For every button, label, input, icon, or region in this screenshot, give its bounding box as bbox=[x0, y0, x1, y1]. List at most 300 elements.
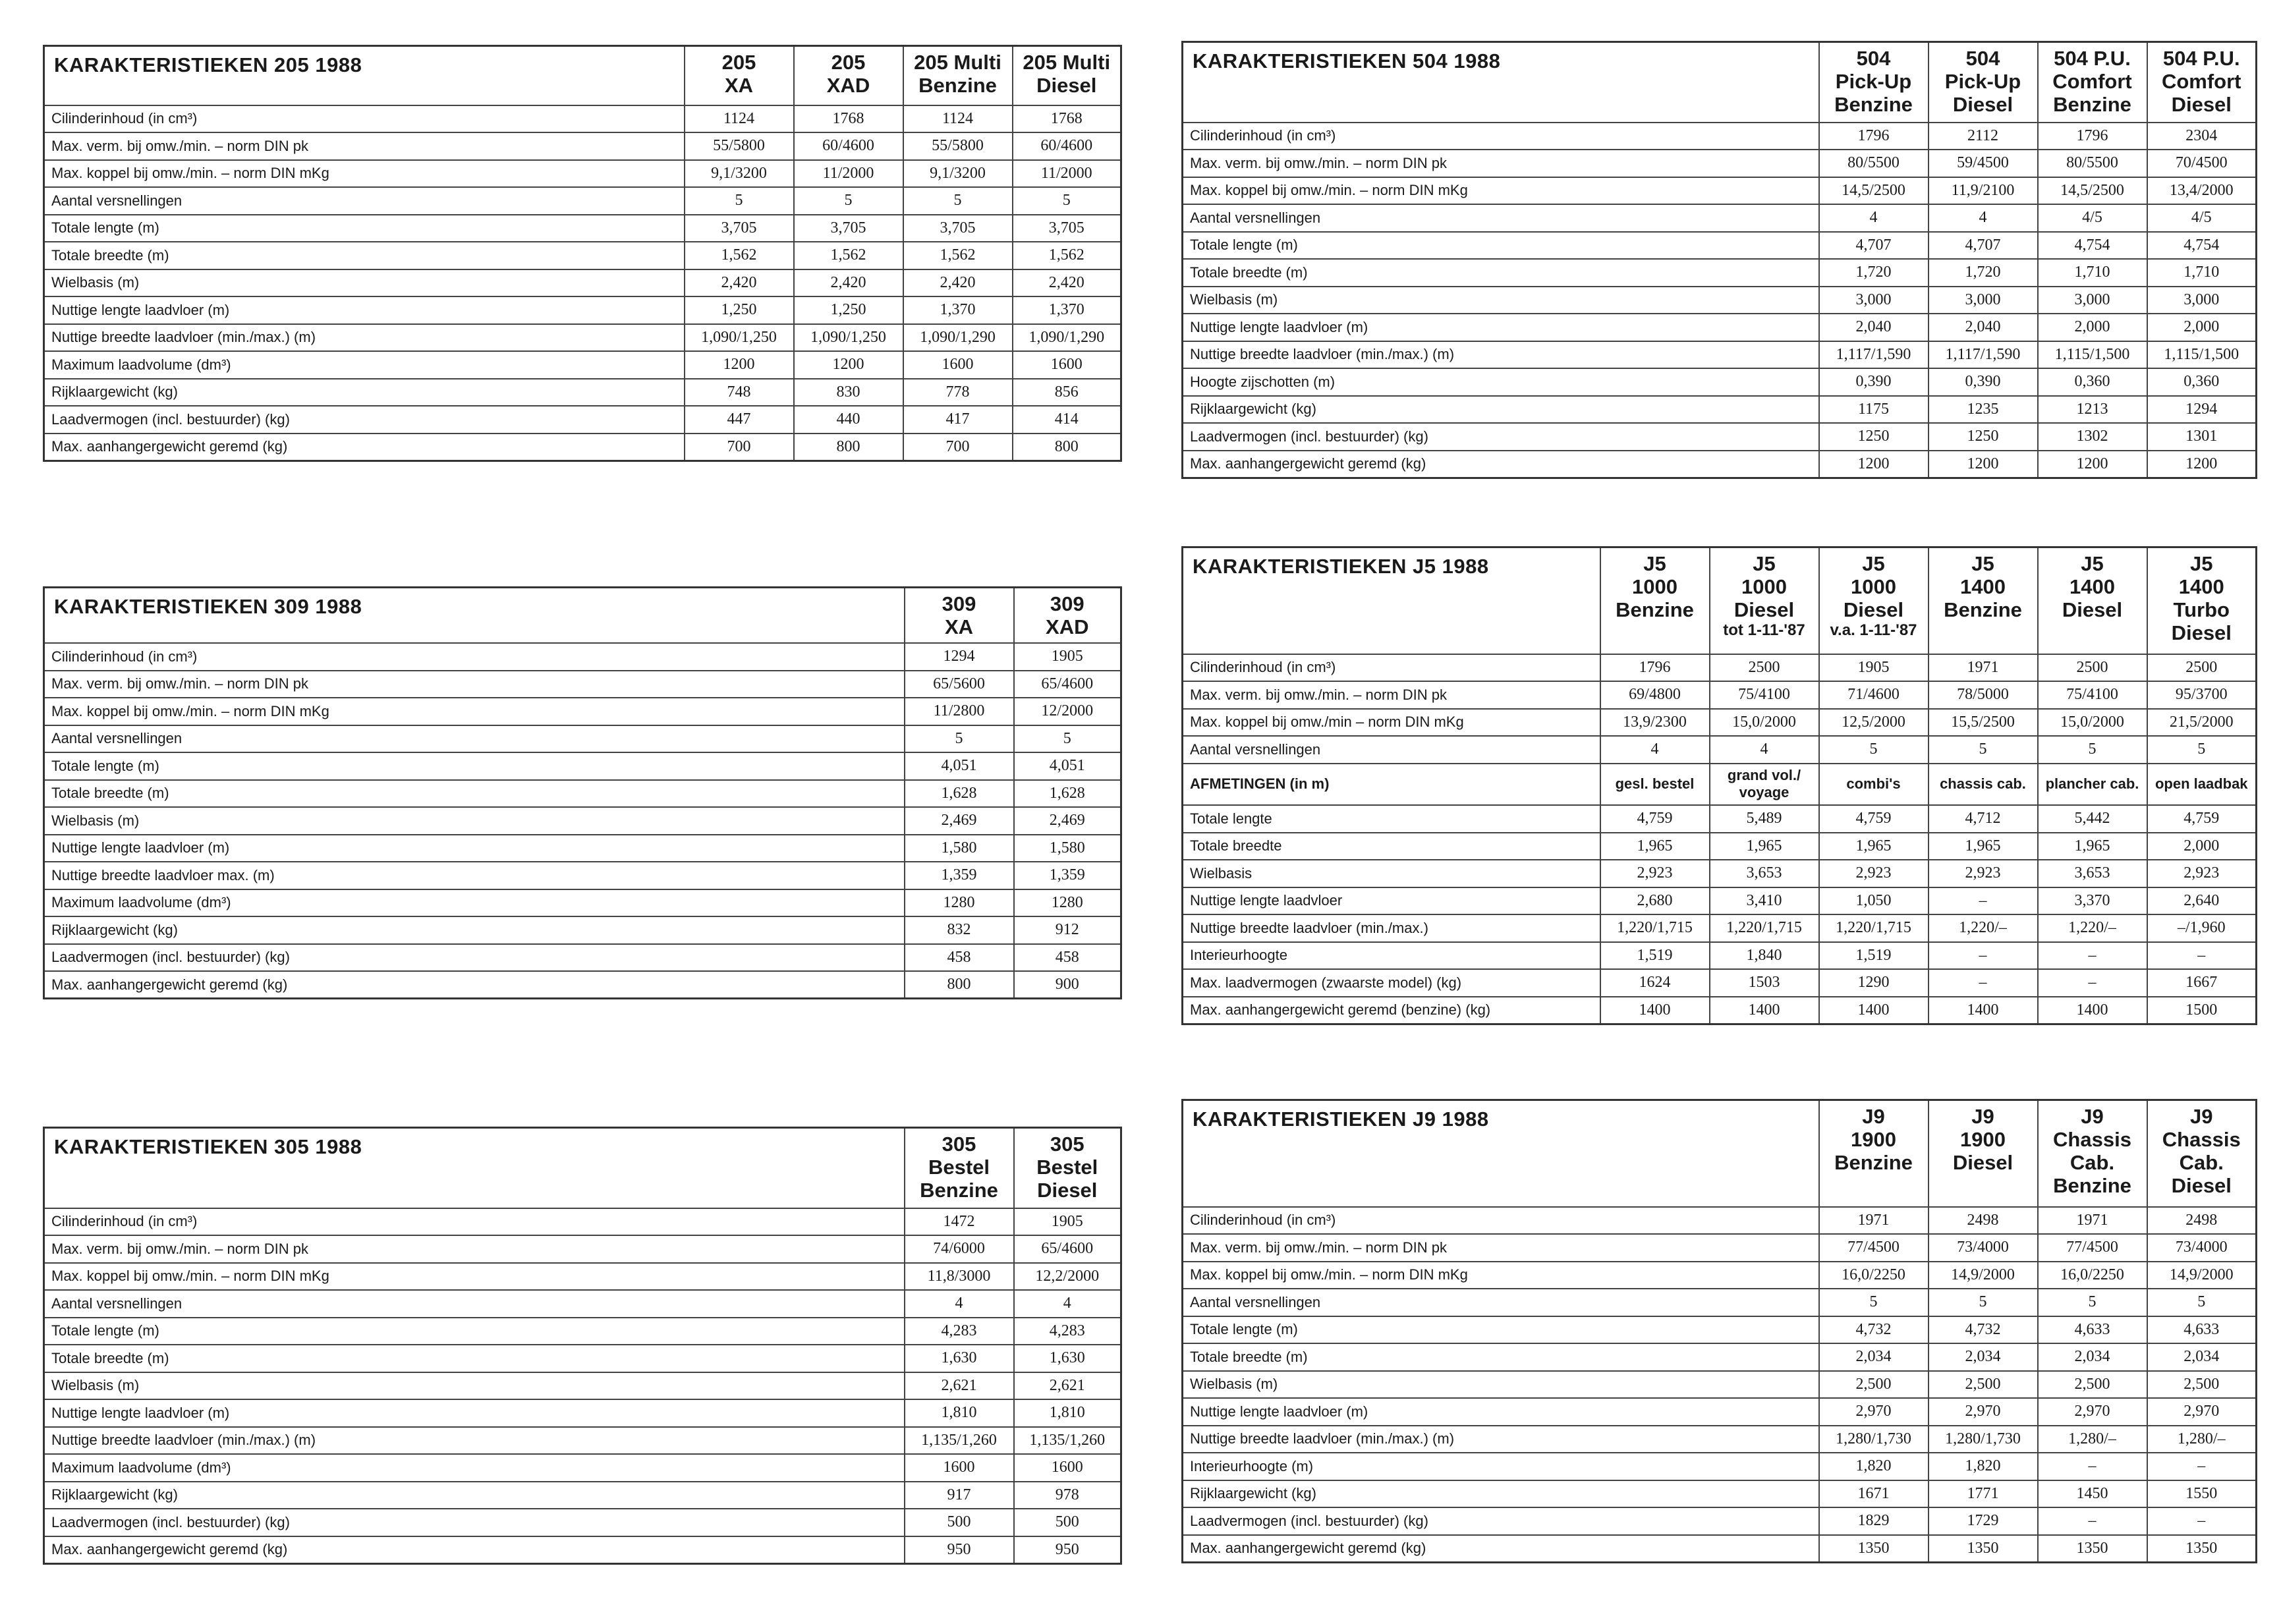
header-row bbox=[1183, 1100, 2257, 1207]
row-label: Rijklaargewicht (kg) bbox=[44, 379, 685, 406]
table-row bbox=[44, 1372, 1121, 1400]
cell-value: 1,250 bbox=[794, 296, 903, 324]
cell-value: 1,965 bbox=[1819, 833, 1929, 860]
cell-value: 1,630 bbox=[905, 1345, 1014, 1372]
cell-value: 1829 bbox=[1819, 1507, 1929, 1535]
cell-value: 12,2/2000 bbox=[1014, 1263, 1121, 1291]
row-label: Aantal versnellingen bbox=[44, 1290, 905, 1318]
cell-value: 1,562 bbox=[1013, 242, 1121, 269]
cell-value: 1350 bbox=[2038, 1535, 2147, 1563]
cell-value: 1350 bbox=[1819, 1535, 1929, 1563]
column-header bbox=[2147, 547, 2257, 654]
column-header-line: Diesel bbox=[1733, 598, 1795, 621]
cell-value: 1250 bbox=[1929, 423, 2038, 451]
table-row bbox=[1183, 1371, 2257, 1399]
cell-value: 1971 bbox=[1929, 654, 2038, 682]
cell-value: 1,370 bbox=[903, 296, 1013, 324]
column-header bbox=[1014, 588, 1121, 644]
cell-value: 1472 bbox=[905, 1208, 1014, 1236]
row-label: Cilinderinhoud (in cm³) bbox=[1183, 654, 1600, 682]
table-row bbox=[44, 351, 1121, 379]
cell-value: 1,720 bbox=[1819, 259, 1929, 287]
cell-value: 950 bbox=[1014, 1536, 1121, 1564]
row-label: Max. aanhangergewicht geremd (kg) bbox=[44, 971, 905, 999]
cell-value: 1,810 bbox=[905, 1399, 1014, 1427]
table-title: KARAKTERISTIEKEN 305 1988 bbox=[44, 1128, 905, 1208]
cell-value: 1,562 bbox=[794, 242, 903, 269]
column-header-line: Cab. bbox=[2070, 1151, 2115, 1174]
cell-value: 5 bbox=[794, 187, 903, 215]
column-header-line: Benzine bbox=[2053, 1174, 2131, 1197]
spec-table-305 bbox=[43, 1127, 1122, 1565]
column-header-line: 1000 bbox=[1632, 575, 1677, 598]
cell-value: 2,970 bbox=[1819, 1398, 1929, 1426]
cell-value: 1,580 bbox=[1014, 835, 1121, 862]
column-header bbox=[2038, 547, 2147, 654]
column-header-line: 305 bbox=[1050, 1133, 1084, 1156]
table-row bbox=[1183, 368, 2257, 396]
cell-value: 700 bbox=[903, 434, 1013, 461]
column-header-line: 504 bbox=[1856, 47, 1891, 70]
cell-value: 1905 bbox=[1014, 643, 1121, 671]
cell-value: 800 bbox=[794, 434, 903, 461]
cell-value: 2,621 bbox=[1014, 1372, 1121, 1400]
cell-value: 9,1/3200 bbox=[685, 160, 794, 188]
cell-value: 1,810 bbox=[1014, 1399, 1121, 1427]
row-label: Rijklaargewicht (kg) bbox=[44, 1482, 905, 1509]
cell-value: 417 bbox=[903, 406, 1013, 434]
column-header bbox=[903, 46, 1013, 105]
cell-value: 3,705 bbox=[903, 215, 1013, 242]
table-row bbox=[1183, 123, 2257, 150]
row-label: Totale lengte (m) bbox=[44, 1318, 905, 1345]
table-row bbox=[44, 671, 1121, 698]
cell-value: 1294 bbox=[905, 643, 1014, 671]
column-header bbox=[1014, 1128, 1121, 1208]
cell-value: 1,820 bbox=[1819, 1453, 1929, 1480]
table-row bbox=[44, 780, 1121, 808]
table-row bbox=[44, 1536, 1121, 1564]
cell-value: 800 bbox=[1013, 434, 1121, 461]
cell-value: 2304 bbox=[2147, 123, 2257, 150]
column-header-line: Chassis bbox=[2053, 1128, 2131, 1151]
cell-value: 2,970 bbox=[2038, 1398, 2147, 1426]
table-row bbox=[44, 105, 1121, 133]
table-row bbox=[1183, 709, 2257, 737]
table-row bbox=[44, 269, 1121, 297]
cell-value: 2,000 bbox=[2147, 314, 2257, 341]
cell-value: 5 bbox=[2038, 1289, 2147, 1316]
cell-value: 1,820 bbox=[1929, 1453, 2038, 1480]
header-row bbox=[44, 46, 1121, 105]
row-label: Totale lengte (m) bbox=[44, 215, 685, 242]
cell-value: 1600 bbox=[903, 351, 1013, 379]
cell-value: 1,280/– bbox=[2147, 1426, 2257, 1453]
cell-value: 1905 bbox=[1819, 654, 1929, 682]
cell-value: 2,500 bbox=[2147, 1371, 2257, 1399]
cell-value: 0,390 bbox=[1819, 368, 1929, 396]
column-header-line: Benzine bbox=[1616, 598, 1694, 621]
cell-value: 11/2000 bbox=[1013, 160, 1121, 188]
cell-value: – bbox=[2147, 1453, 2257, 1480]
cell-value: 2,000 bbox=[2147, 833, 2257, 860]
column-header-line: XAD bbox=[826, 74, 870, 97]
column-header-line: Benzine bbox=[920, 1179, 998, 1202]
cell-value: 1,710 bbox=[2038, 259, 2147, 287]
cell-value: 1729 bbox=[1929, 1507, 2038, 1535]
cell-value: 458 bbox=[1014, 944, 1121, 972]
cell-value: 1200 bbox=[794, 351, 903, 379]
table-row bbox=[44, 132, 1121, 160]
cell-value: 5 bbox=[1929, 736, 2038, 764]
row-label: Totale breedte (m) bbox=[1183, 1343, 1819, 1371]
table-row bbox=[44, 835, 1121, 862]
cell-value: 1,630 bbox=[1014, 1345, 1121, 1372]
cell-value: 414 bbox=[1013, 406, 1121, 434]
column-header-line: Diesel bbox=[2062, 598, 2123, 621]
cell-value: 4,283 bbox=[905, 1318, 1014, 1345]
column-header-line: Comfort bbox=[2161, 70, 2241, 93]
cell-value: 2,970 bbox=[1929, 1398, 2038, 1426]
row-label: Aantal versnellingen bbox=[1183, 1289, 1819, 1316]
row-label: Wielbasis (m) bbox=[44, 807, 905, 835]
row-label: Wielbasis (m) bbox=[1183, 287, 1819, 314]
cell-value: 1175 bbox=[1819, 396, 1929, 424]
row-label: Max. verm. bij omw./min. – norm DIN pk bbox=[1183, 150, 1819, 177]
table-row bbox=[44, 324, 1121, 352]
table-row bbox=[1183, 860, 2257, 887]
cell-value: 856 bbox=[1013, 379, 1121, 406]
cell-value: 5 bbox=[1014, 725, 1121, 753]
row-label: Max. verm. bij omw./min. – norm DIN pk bbox=[44, 1235, 905, 1263]
table-row bbox=[1183, 1453, 2257, 1480]
cell-value: – bbox=[1929, 942, 2038, 970]
cell-value: 1,359 bbox=[1014, 862, 1121, 889]
cell-value: 15,0/2000 bbox=[2038, 709, 2147, 737]
cell-value: 1302 bbox=[2038, 423, 2147, 451]
cell-value: 1,370 bbox=[1013, 296, 1121, 324]
cell-value: 2,970 bbox=[2147, 1398, 2257, 1426]
column-header-line: 1000 bbox=[1851, 575, 1896, 598]
cell-value: 0,390 bbox=[1929, 368, 2038, 396]
table-row bbox=[1183, 681, 2257, 709]
cell-value: 5 bbox=[905, 725, 1014, 753]
cell-value: 1,250 bbox=[685, 296, 794, 324]
cell-value: 14,5/2500 bbox=[2038, 177, 2147, 205]
cell-value: 778 bbox=[903, 379, 1013, 406]
row-label: Max. laadvermogen (zwaarste model) (kg) bbox=[1183, 969, 1600, 997]
cell-value: 4,712 bbox=[1929, 805, 2038, 833]
row-label: Nuttige lengte laadvloer (m) bbox=[1183, 1398, 1819, 1426]
table-row bbox=[1183, 997, 2257, 1024]
cell-value: 55/5800 bbox=[903, 132, 1013, 160]
cell-value: 4 bbox=[1600, 736, 1710, 764]
row-label: Cilinderinhoud (in cm³) bbox=[1183, 123, 1819, 150]
cell-value: 3,410 bbox=[1710, 887, 1819, 915]
cell-value: –/1,960 bbox=[2147, 914, 2257, 942]
cell-value: 1301 bbox=[2147, 423, 2257, 451]
table-row bbox=[1183, 1234, 2257, 1262]
cell-value: 2498 bbox=[1929, 1207, 2038, 1235]
row-label: Totale breedte (m) bbox=[44, 242, 685, 269]
column-header-line: 309 bbox=[942, 592, 976, 615]
cell-value: 3,000 bbox=[1929, 287, 2038, 314]
cell-value: 458 bbox=[905, 944, 1014, 972]
cell-value: 1,220/– bbox=[1929, 914, 2038, 942]
cell-value: 1,050 bbox=[1819, 887, 1929, 915]
row-label: Nuttige lengte laadvloer bbox=[1183, 887, 1600, 915]
cell-value: 73/4000 bbox=[2147, 1234, 2257, 1262]
row-label: Nuttige breedte laadvloer (min./max.) (m) bbox=[44, 324, 685, 352]
cell-value: chassis cab. bbox=[1929, 764, 2038, 806]
cell-value: 4 bbox=[905, 1290, 1014, 1318]
column-header-line: 1900 bbox=[1851, 1128, 1896, 1151]
table-row bbox=[1183, 887, 2257, 915]
table-row bbox=[1183, 1426, 2257, 1453]
column-header-line: Turbo bbox=[2173, 598, 2230, 621]
cell-value: 1,280/1,730 bbox=[1929, 1426, 2038, 1453]
cell-value: 1,720 bbox=[1929, 259, 2038, 287]
table-row bbox=[44, 296, 1121, 324]
column-header-line: J9 bbox=[2081, 1105, 2104, 1128]
cell-value: 4 bbox=[1710, 736, 1819, 764]
cell-value: 1,090/1,290 bbox=[1013, 324, 1121, 352]
cell-value: 4,754 bbox=[2038, 232, 2147, 260]
cell-value: 950 bbox=[905, 1536, 1014, 1564]
cell-value: 978 bbox=[1014, 1482, 1121, 1509]
column-header bbox=[1929, 1100, 2038, 1207]
column-header-line: 205 bbox=[721, 51, 756, 74]
table-row bbox=[1183, 833, 2257, 860]
cell-value: 2,469 bbox=[1014, 807, 1121, 835]
header-row bbox=[44, 1128, 1121, 1208]
cell-value: 5 bbox=[903, 187, 1013, 215]
column-header-line: 504 bbox=[1965, 47, 2000, 70]
row-label: Max. verm. bij omw./min. – norm DIN pk bbox=[44, 132, 685, 160]
cell-value: 447 bbox=[685, 406, 794, 434]
cell-value: 2500 bbox=[2038, 654, 2147, 682]
cell-value: 2,923 bbox=[1929, 860, 2038, 887]
cell-value: 1,090/1,250 bbox=[794, 324, 903, 352]
cell-value: 2,034 bbox=[1819, 1343, 1929, 1371]
table-title: KARAKTERISTIEKEN J5 1988 bbox=[1183, 547, 1600, 654]
cell-value: 1,519 bbox=[1600, 942, 1710, 970]
cell-value: gesl. bestel bbox=[1600, 764, 1710, 806]
cell-value: 832 bbox=[905, 916, 1014, 944]
row-label: Nuttige breedte laadvloer (min./max.) (m) bbox=[1183, 341, 1819, 369]
cell-value: 15,0/2000 bbox=[1710, 709, 1819, 737]
cell-value: 3,653 bbox=[2038, 860, 2147, 887]
table-row bbox=[44, 889, 1121, 917]
table-row bbox=[44, 698, 1121, 725]
cell-value: 1,628 bbox=[1014, 780, 1121, 808]
cell-value: 3,705 bbox=[1013, 215, 1121, 242]
table-row bbox=[44, 187, 1121, 215]
row-label: Nuttige lengte laadvloer (m) bbox=[44, 1399, 905, 1427]
column-header-line: Benzine bbox=[1834, 1151, 1913, 1174]
cell-value: 440 bbox=[794, 406, 903, 434]
column-header-line: 205 bbox=[831, 51, 866, 74]
cell-value: 16,0/2250 bbox=[1819, 1262, 1929, 1289]
row-label: Laadvermogen (incl. bestuurder) (kg) bbox=[44, 406, 685, 434]
cell-value: 15,5/2500 bbox=[1929, 709, 2038, 737]
column-header bbox=[905, 588, 1014, 644]
cell-value: 4 bbox=[1819, 204, 1929, 232]
cell-value: – bbox=[2038, 942, 2147, 970]
cell-value: 1400 bbox=[1929, 997, 2038, 1024]
spec-table-j9 bbox=[1181, 1099, 2257, 1563]
cell-value: 1400 bbox=[1819, 997, 1929, 1024]
cell-value: 1796 bbox=[1819, 123, 1929, 150]
cell-value: 1450 bbox=[2038, 1480, 2147, 1508]
cell-value: plancher cab. bbox=[2038, 764, 2147, 806]
cell-value: 2112 bbox=[1929, 123, 2038, 150]
column-header bbox=[1013, 46, 1121, 105]
row-label: Max. aanhangergewicht geremd (kg) bbox=[44, 434, 685, 461]
cell-value: 2500 bbox=[1710, 654, 1819, 682]
cell-value: 70/4500 bbox=[2147, 150, 2257, 177]
row-label: Totale breedte bbox=[1183, 833, 1600, 860]
cell-value: 2500 bbox=[2147, 654, 2257, 682]
cell-value: 1796 bbox=[1600, 654, 1710, 682]
table-row bbox=[1183, 805, 2257, 833]
column-header-line: 205 Multi bbox=[914, 51, 1001, 74]
table-row bbox=[44, 1290, 1121, 1318]
row-label: Max. aanhangergewicht geremd (benzine) (kg) bbox=[1183, 997, 1600, 1024]
table-row bbox=[44, 242, 1121, 269]
cell-value: 5,442 bbox=[2038, 805, 2147, 833]
table-title: KARAKTERISTIEKEN 309 1988 bbox=[44, 588, 905, 644]
cell-value: 77/4500 bbox=[1819, 1234, 1929, 1262]
column-header-line: XA bbox=[724, 74, 754, 97]
cell-value: 1,628 bbox=[905, 780, 1014, 808]
row-label: Aantal versnellingen bbox=[1183, 736, 1600, 764]
column-header-line: Diesel bbox=[2171, 1174, 2232, 1197]
cell-value: 1667 bbox=[2147, 969, 2257, 997]
cell-value: 1124 bbox=[903, 105, 1013, 133]
table-row bbox=[1183, 1480, 2257, 1508]
row-label: Totale lengte bbox=[1183, 805, 1600, 833]
cell-value: 1,115/1,500 bbox=[2147, 341, 2257, 369]
cell-value: 1280 bbox=[1014, 889, 1121, 917]
cell-value: 1550 bbox=[2147, 1480, 2257, 1508]
column-header bbox=[1929, 42, 2038, 123]
cell-value: 78/5000 bbox=[1929, 681, 2038, 709]
row-label: Cilinderinhoud (in cm³) bbox=[44, 1208, 905, 1236]
cell-value: 4,759 bbox=[2147, 805, 2257, 833]
cell-value: 3,000 bbox=[2147, 287, 2257, 314]
table-row bbox=[1183, 1207, 2257, 1235]
cell-value: 2,923 bbox=[1819, 860, 1929, 887]
cell-value: 3,370 bbox=[2038, 887, 2147, 915]
cell-value: 1350 bbox=[2147, 1535, 2257, 1563]
table-row bbox=[1183, 1262, 2257, 1289]
table-row bbox=[1183, 969, 2257, 997]
cell-value: 80/5500 bbox=[1819, 150, 1929, 177]
cell-value: 1,710 bbox=[2147, 259, 2257, 287]
cell-value: 1796 bbox=[2038, 123, 2147, 150]
cell-value: 1213 bbox=[2038, 396, 2147, 424]
cell-value: 1124 bbox=[685, 105, 794, 133]
row-label: Aantal versnellingen bbox=[44, 725, 905, 753]
row-label: Totale lengte (m) bbox=[44, 752, 905, 780]
cell-value: – bbox=[2038, 1453, 2147, 1480]
column-header-line: Bestel bbox=[1036, 1156, 1098, 1179]
table-row bbox=[44, 1427, 1121, 1455]
spec-table-504 bbox=[1181, 41, 2257, 479]
cell-value: 4/5 bbox=[2147, 204, 2257, 232]
table-row bbox=[1183, 1316, 2257, 1344]
cell-value: 5 bbox=[1819, 736, 1929, 764]
cell-value: 3,000 bbox=[2038, 287, 2147, 314]
cell-value: 14,9/2000 bbox=[1929, 1262, 2038, 1289]
header-row bbox=[1183, 547, 2257, 654]
cell-value: 9,1/3200 bbox=[903, 160, 1013, 188]
cell-value: 0,360 bbox=[2147, 368, 2257, 396]
column-header bbox=[1710, 547, 1819, 654]
cell-value: grand vol./ voyage bbox=[1710, 764, 1819, 806]
row-label: Totale breedte (m) bbox=[1183, 259, 1819, 287]
cell-value: 1,220/1,715 bbox=[1600, 914, 1710, 942]
cell-value: 1771 bbox=[1929, 1480, 2038, 1508]
cell-value: 3,000 bbox=[1819, 287, 1929, 314]
cell-value: 1290 bbox=[1819, 969, 1929, 997]
cell-value: 2,040 bbox=[1929, 314, 2038, 341]
row-label: Cilinderinhoud (in cm³) bbox=[44, 105, 685, 133]
cell-value: 1,580 bbox=[905, 835, 1014, 862]
column-header-line: 1000 bbox=[1741, 575, 1787, 598]
row-label: Nuttige breedte laadvloer (min./max.) (m) bbox=[1183, 1426, 1819, 1453]
cell-value: 80/5500 bbox=[2038, 150, 2147, 177]
cell-value: 5,489 bbox=[1710, 805, 1819, 833]
cell-value: 2,420 bbox=[794, 269, 903, 297]
cell-value: 4,051 bbox=[905, 752, 1014, 780]
cell-value: 73/4000 bbox=[1929, 1234, 2038, 1262]
cell-value: 11/2800 bbox=[905, 698, 1014, 725]
cell-value: 2,500 bbox=[1929, 1371, 2038, 1399]
cell-value: open laadbak bbox=[2147, 764, 2257, 806]
table-title: KARAKTERISTIEKEN 504 1988 bbox=[1183, 42, 1819, 123]
table-row bbox=[1183, 314, 2257, 341]
cell-value: 55/5800 bbox=[685, 132, 794, 160]
table-row bbox=[44, 379, 1121, 406]
cell-value: 5 bbox=[2038, 736, 2147, 764]
column-header-line: Diesel bbox=[1037, 1179, 1098, 1202]
column-header-line: J9 bbox=[1862, 1105, 1885, 1128]
header-row bbox=[44, 588, 1121, 644]
column-header-line: J5 bbox=[1862, 552, 1885, 575]
row-label: Rijklaargewicht (kg) bbox=[1183, 396, 1819, 424]
cell-value: 2,923 bbox=[2147, 860, 2257, 887]
cell-value: 1,220/1,715 bbox=[1710, 914, 1819, 942]
table-row bbox=[1183, 736, 2257, 764]
cell-value: 830 bbox=[794, 379, 903, 406]
column-header-line: Comfort bbox=[2052, 70, 2132, 93]
cell-value: 21,5/2000 bbox=[2147, 709, 2257, 737]
row-label: Nuttige lengte laadvloer (m) bbox=[1183, 314, 1819, 341]
table-row bbox=[1183, 259, 2257, 287]
row-label: Wielbasis (m) bbox=[1183, 1371, 1819, 1399]
cell-value: 1,220/– bbox=[2038, 914, 2147, 942]
cell-value: 4,759 bbox=[1819, 805, 1929, 833]
column-header-line: 1400 bbox=[2178, 575, 2224, 598]
row-label: Maximum laadvolume (dm³) bbox=[44, 1454, 905, 1482]
cell-value: 13,4/2000 bbox=[2147, 177, 2257, 205]
cell-value: 5 bbox=[2147, 1289, 2257, 1316]
table-row bbox=[1183, 232, 2257, 260]
table-row bbox=[1183, 1289, 2257, 1316]
column-header-line: J5 bbox=[1643, 552, 1666, 575]
